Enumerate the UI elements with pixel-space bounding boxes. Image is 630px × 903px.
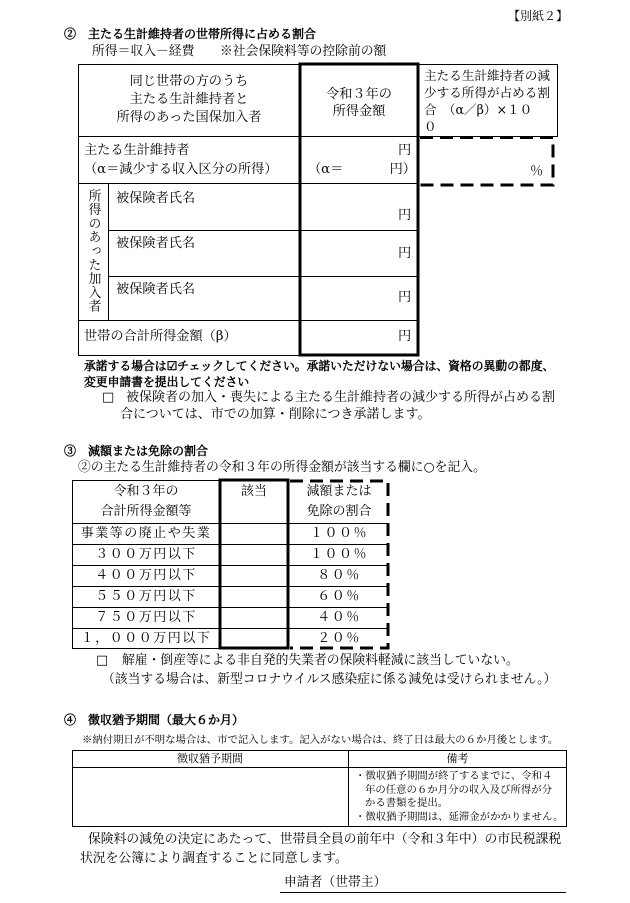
header-line: 主たる生計維持者の減 <box>424 68 550 83</box>
table2-income-cell: ７５０万円以下 <box>95 610 197 625</box>
section3-heading: ③ 減額または免除の割合 <box>64 444 209 458</box>
income-unit: 円 <box>398 208 412 223</box>
consent-checkbox[interactable]: □ <box>102 390 115 405</box>
remarks-line: かる書類を提出。 <box>365 797 449 809</box>
header-line: ０ <box>424 119 437 134</box>
table2-rate-cell: ４０％ <box>317 610 361 625</box>
unemployment-checkbox[interactable]: □ <box>96 653 109 668</box>
header-line: 令和３年の <box>113 484 179 499</box>
table2-applicable-cell[interactable] <box>222 587 286 607</box>
income-unit: 円 <box>398 143 412 158</box>
remarks-line: ・徴収猶予期間が終了するまでに、令和４ <box>355 770 553 782</box>
table2-rate-cell: ２０％ <box>317 631 361 646</box>
member-income-field[interactable] <box>302 277 416 320</box>
header-line: 同じ世帯の方のうち <box>129 74 249 89</box>
table2-row <box>72 544 390 565</box>
member-name-field[interactable] <box>108 231 300 276</box>
table1-header-person <box>78 64 300 136</box>
income-unit: 円 <box>398 246 412 261</box>
table2-applicable-cell[interactable] <box>222 524 286 544</box>
consent-text: 合については、市での加算・削除につき承諾します。 <box>120 407 431 422</box>
header-line: 所得金額 <box>332 104 386 119</box>
consent-instruction: 承諾する場合は☑チェックしてください。承諾いただけない場合は、資格の異動の都度、 <box>84 359 555 373</box>
table3-header-remarks: 備考 <box>446 752 469 765</box>
table1-header-income <box>300 70 418 136</box>
header-line: 少する所得が占める割 <box>424 85 550 100</box>
table2-income-cell: １，０００万円以下 <box>80 631 212 646</box>
header-line: 合計所得金額等 <box>100 504 192 519</box>
unemployment-statement: 解雇・倒産等による非自発的失業者の保険料軽減に該当していない。 <box>122 653 519 668</box>
header-line: 所得のあった国保加入者 <box>116 110 262 125</box>
household-total-label: 世帯の合計所得金額（β） <box>84 329 237 344</box>
main-earner-sublabel: （α＝減少する収入区分の所得） <box>84 162 278 177</box>
table2-applicable-cell[interactable] <box>222 545 286 565</box>
table2-header-rate <box>288 481 390 523</box>
table2-income-cell: ５５０万円以下 <box>95 589 197 604</box>
applicant-signature-field[interactable] <box>384 872 566 892</box>
header-line: 減額または <box>306 484 372 499</box>
remarks-line: 年の任意の６か月分の収入及び所得が分 <box>365 783 553 796</box>
table2-row <box>72 586 390 607</box>
footer-consent-statement: 状況を公簿により調査することに同意します。 <box>80 851 348 866</box>
section4-heading: ④ 徴収猶予期間（最大６か月） <box>64 713 245 727</box>
table2-rate-cell: ８０％ <box>317 568 361 583</box>
deferral-note: ※納付期日が不明な場合は、市で記入します。記入がない場合は、終了日は最大の６か月後とします。 <box>82 734 559 746</box>
main-earner-income-field[interactable] <box>302 137 416 183</box>
table2-income-cell: ４００万円以下 <box>95 568 197 583</box>
header-line: 合 （α／β）×１０ <box>424 102 533 117</box>
table2-row <box>72 628 390 649</box>
deferral-period-field[interactable] <box>74 769 347 825</box>
table2-header-income <box>72 481 220 523</box>
household-total-field[interactable] <box>302 321 416 354</box>
income-unit: 円 <box>398 290 412 305</box>
table2-row <box>72 565 390 586</box>
table3-remarks-cell <box>349 768 566 826</box>
member-name-label: 被保険者氏名 <box>116 282 196 297</box>
main-earner-label: 主たる生計維持者 <box>84 143 190 158</box>
table3-header-period: 徴収猶予期間 <box>177 752 243 765</box>
alpha-suffix: 円） <box>389 162 416 177</box>
ratio-unit: ％ <box>530 164 544 179</box>
footer-consent-statement: 保険料の減免の決定にあたって、世帯員全員の前年中（令和３年中）の市民税課税 <box>88 832 562 847</box>
reduction-instruction: ②の主たる生計維持者の令和３年の所得金額が該当する欄に○を記入。 <box>78 460 486 475</box>
member-name-field[interactable] <box>108 184 300 230</box>
member-income-field[interactable] <box>302 184 416 230</box>
ratio-field[interactable] <box>421 140 551 183</box>
table2-rate-cell: ６０％ <box>317 589 361 604</box>
header-line: 令和３年の <box>326 87 392 102</box>
member-name-label: 被保険者氏名 <box>116 191 196 206</box>
applicant-label: 申請者（世帯主） <box>284 875 387 890</box>
table1-header-ratio <box>418 64 558 136</box>
table2-applicable-cell[interactable] <box>222 629 286 648</box>
header-line: 免除の割合 <box>306 504 372 519</box>
table2-applicable-cell[interactable] <box>222 566 286 586</box>
unemployment-note: （該当する場合は、新型コロナウイルス感染症に係る減免は受けられません。） <box>102 672 557 687</box>
member-name-label: 被保険者氏名 <box>116 236 196 251</box>
header-line: 主たる生計維持者と <box>129 92 249 107</box>
table2-rate-cell: １００％ <box>309 526 368 541</box>
section2-heading: ② 主たる生計維持者の世帯所得に占める割合 <box>64 27 317 41</box>
income-definition-note: 所得＝収入－経費 ※社会保険料等の控除前の額 <box>92 44 387 59</box>
member-name-field[interactable] <box>108 277 300 320</box>
alpha-prefix: （α＝ <box>308 162 344 177</box>
table2-income-cell: 事業等の廃止や失業 <box>80 526 212 541</box>
table2-applicable-cell[interactable] <box>222 608 286 628</box>
income-unit: 円 <box>398 329 412 344</box>
remarks-line: ・徴収猶予期間は、延滞金がかかりません。 <box>355 810 564 823</box>
table2-rate-cell: １００％ <box>309 547 368 562</box>
member-income-field[interactable] <box>302 231 416 276</box>
table2-header-applicable: 該当 <box>240 484 267 499</box>
table2-income-cell: ３００万円以下 <box>95 547 197 562</box>
attachment-label: 【別紙２】 <box>507 9 568 23</box>
consent-text: 被保険者の加入・喪失による主たる生計維持者の減少する所得が占める割 <box>126 390 556 405</box>
consent-instruction: 変更申請書を提出してください <box>84 375 250 389</box>
members-group-label: 所得のあった加入者 <box>85 189 101 314</box>
table2-row <box>72 523 390 544</box>
table2-row <box>72 607 390 628</box>
